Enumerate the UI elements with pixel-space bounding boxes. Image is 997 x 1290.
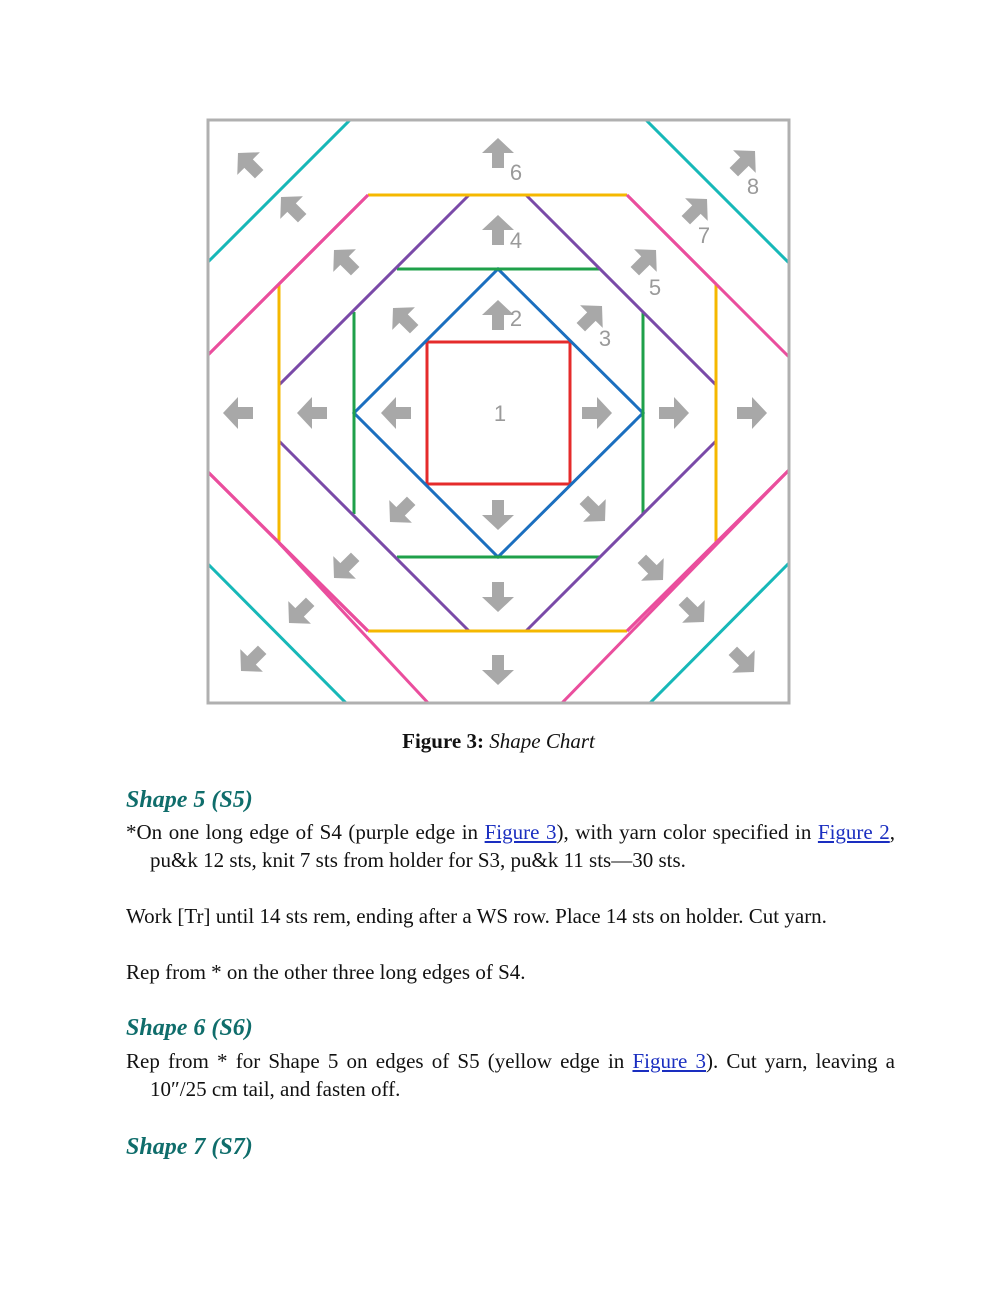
caption-label: Figure 3:	[402, 729, 484, 753]
arrow-icon	[297, 397, 327, 429]
shape-5-edge	[279, 195, 469, 385]
arrow-icon	[722, 140, 766, 184]
figure-3-link[interactable]: Figure 3	[632, 1049, 706, 1073]
heading-shape-7: Shape 7 (S7)	[126, 1134, 253, 1160]
shape-number-2: 2	[509, 306, 523, 331]
shape-chart-svg	[205, 117, 793, 707]
shape-5-edge	[526, 195, 716, 385]
shape-8-edge	[208, 120, 350, 262]
text-run: ). Cut yarn, leaving a 10″/25 cm tail, and fasten off.	[150, 1049, 896, 1101]
arrow-icon	[737, 397, 767, 429]
paragraph-s5-work: Work [Tr] until 14 sts rem, ending after a WS row. Place 14 sts on holder. Cut yarn.	[126, 904, 827, 928]
arrow-icon	[659, 397, 689, 429]
arrow-icon	[572, 488, 616, 532]
shape-number-1: 1	[493, 401, 507, 426]
shape-7-edge	[208, 195, 368, 355]
arrow-icon	[323, 545, 367, 589]
shape-number-8: 8	[746, 174, 760, 199]
shape-chart-figure	[205, 117, 793, 707]
paragraph-s5-instruction	[126, 818, 895, 874]
text-run: ), with yarn color specified in	[556, 820, 818, 844]
arrow-icon	[721, 639, 765, 683]
figure-caption	[0, 729, 997, 754]
paragraph-s6-instruction	[126, 1047, 895, 1103]
heading-shape-5: Shape 5 (S5)	[126, 787, 253, 813]
shape-8-edge	[646, 120, 790, 264]
arrow-icon	[630, 547, 674, 591]
arrow-icon	[227, 142, 271, 186]
arrow-icon	[230, 638, 274, 682]
shape-number-5: 5	[648, 275, 662, 300]
text-run: *On one long edge of S4 (purple edge in	[126, 820, 485, 844]
arrow-icon	[671, 589, 715, 633]
arrow-icon	[382, 297, 426, 341]
arrow-icon	[582, 397, 612, 429]
shape-number-4: 4	[509, 228, 523, 253]
text-run: Rep from * for Shape 5 on edges of S5 (yellow edge in	[126, 1049, 633, 1073]
arrow-icon	[381, 397, 411, 429]
shape-7-edge	[208, 472, 279, 543]
shape-number-6: 6	[509, 160, 523, 185]
paragraph-s5-repeat: Rep from * on the other three long edges of S4.	[126, 960, 526, 984]
arrow-icon	[482, 500, 514, 530]
arrow-icon	[223, 397, 253, 429]
shape-8-edge	[208, 564, 348, 705]
figure-2-link[interactable]: Figure 2	[817, 820, 890, 844]
arrow-icon	[323, 239, 367, 283]
shape-8-edge	[648, 562, 790, 705]
arrow-icon	[482, 655, 514, 685]
arrow-icon	[278, 590, 322, 634]
shape-number-3: 3	[598, 326, 612, 351]
arrow-icon	[482, 582, 514, 612]
shape-number-7: 7	[697, 223, 711, 248]
caption-title: Shape Chart	[489, 729, 595, 753]
shape-7-edge	[716, 469, 790, 543]
arrow-icon	[379, 489, 423, 533]
text-run: , pu&k 12 sts, knit 7 sts from holder for S3, pu&k 11 sts—30 sts.	[150, 820, 896, 872]
figure-3-link[interactable]: Figure 3	[484, 820, 557, 844]
heading-shape-6: Shape 6 (S6)	[126, 1015, 253, 1041]
arrow-icon	[674, 188, 718, 232]
